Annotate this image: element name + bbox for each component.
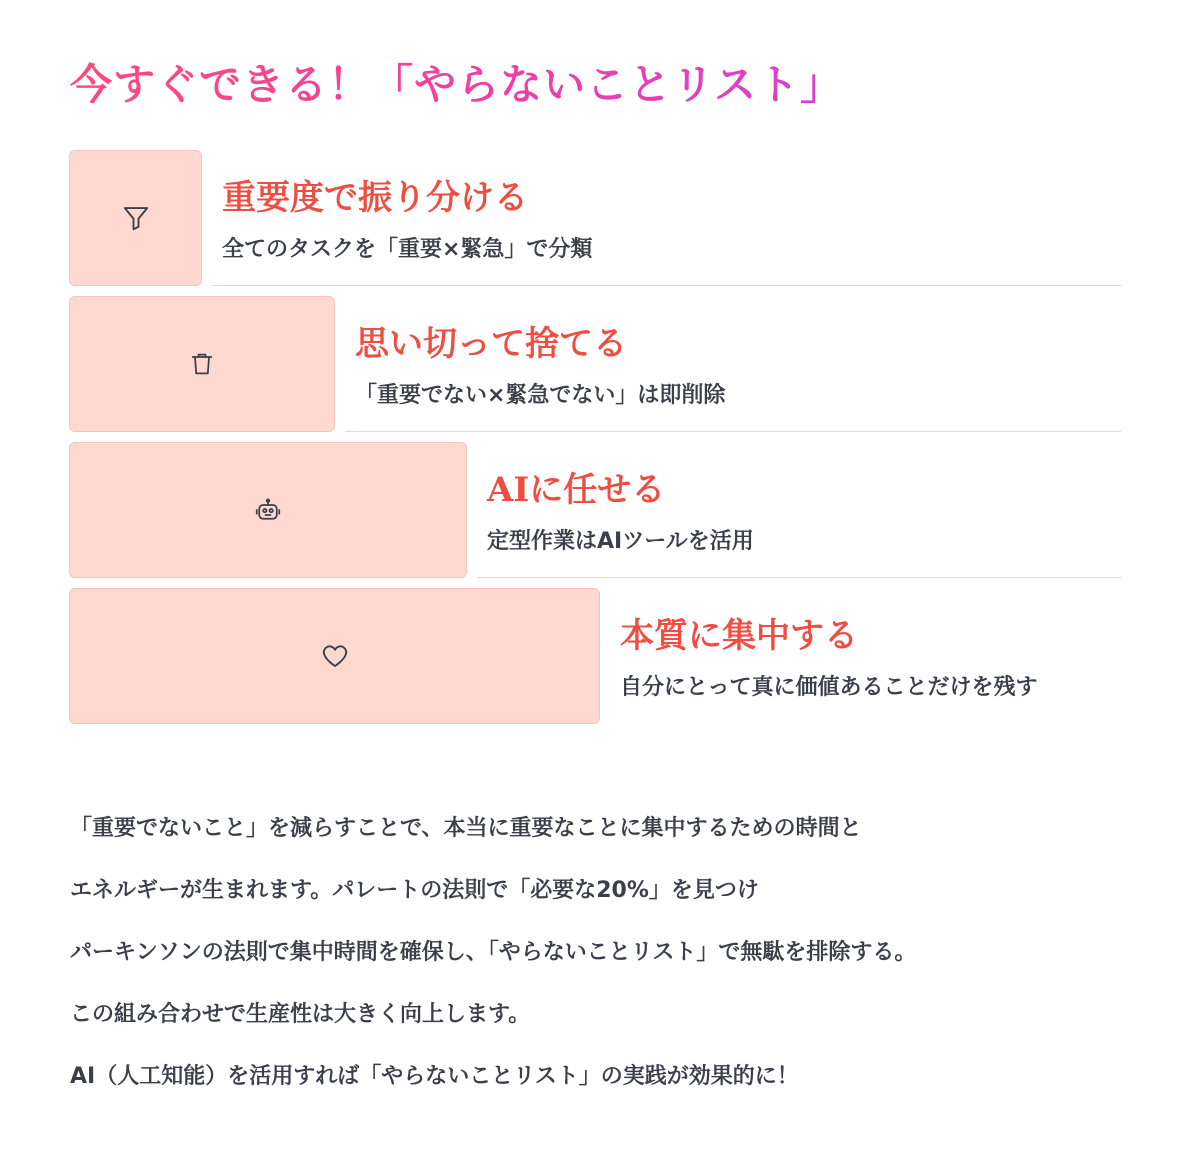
divider xyxy=(345,431,1121,432)
step-description: 自分にとって真に価値あることだけを残す xyxy=(620,675,1038,700)
step-icon-box xyxy=(69,588,600,724)
step-description: 全てのタスクを「重要×緊急」で分類 xyxy=(222,237,593,262)
step-heading: 重要度で振り分ける xyxy=(222,178,528,218)
step-filter xyxy=(69,150,1121,286)
step-description: 「重要でない×緊急でない」は即削除 xyxy=(355,383,726,408)
step-delete xyxy=(69,296,1121,432)
heart-icon xyxy=(320,641,350,671)
funnel-icon xyxy=(121,203,151,233)
paragraph-line: AI（人工知能）を活用すれば「やらないことリスト」の実践が効果的に！ xyxy=(70,1064,799,1089)
trash-icon xyxy=(188,349,216,379)
paragraph-line: エネルギーが生まれます。パレートの法則で「必要な20%」を見つけ xyxy=(70,878,759,903)
step-heading: 思い切って捨てる xyxy=(355,324,627,364)
divider xyxy=(477,577,1121,578)
step-icon-box xyxy=(69,296,335,432)
robot-icon xyxy=(253,495,283,525)
summary-paragraph xyxy=(70,812,1130,1122)
paragraph-line: この組み合わせで生産性は大きく向上します。 xyxy=(70,1002,531,1027)
paragraph-line: 「重要でないこと」を減らすことで、本当に重要なことに集中するための時間と xyxy=(70,816,862,841)
step-icon-box xyxy=(69,442,467,578)
page-title: 今すぐできる！「やらないことリスト」 xyxy=(70,52,843,112)
paragraph-line: パーキンソンの法則で集中時間を確保し、「やらないことリスト」で無駄を排除する。 xyxy=(70,940,917,965)
step-heading: 本質に集中する xyxy=(620,616,858,656)
step-description: 定型作業はAIツールを活用 xyxy=(487,529,754,554)
divider xyxy=(212,285,1121,286)
step-ai xyxy=(69,442,1121,578)
step-heading: AIに任せる xyxy=(487,470,666,510)
step-focus xyxy=(69,588,1121,724)
step-icon-box xyxy=(69,150,202,286)
